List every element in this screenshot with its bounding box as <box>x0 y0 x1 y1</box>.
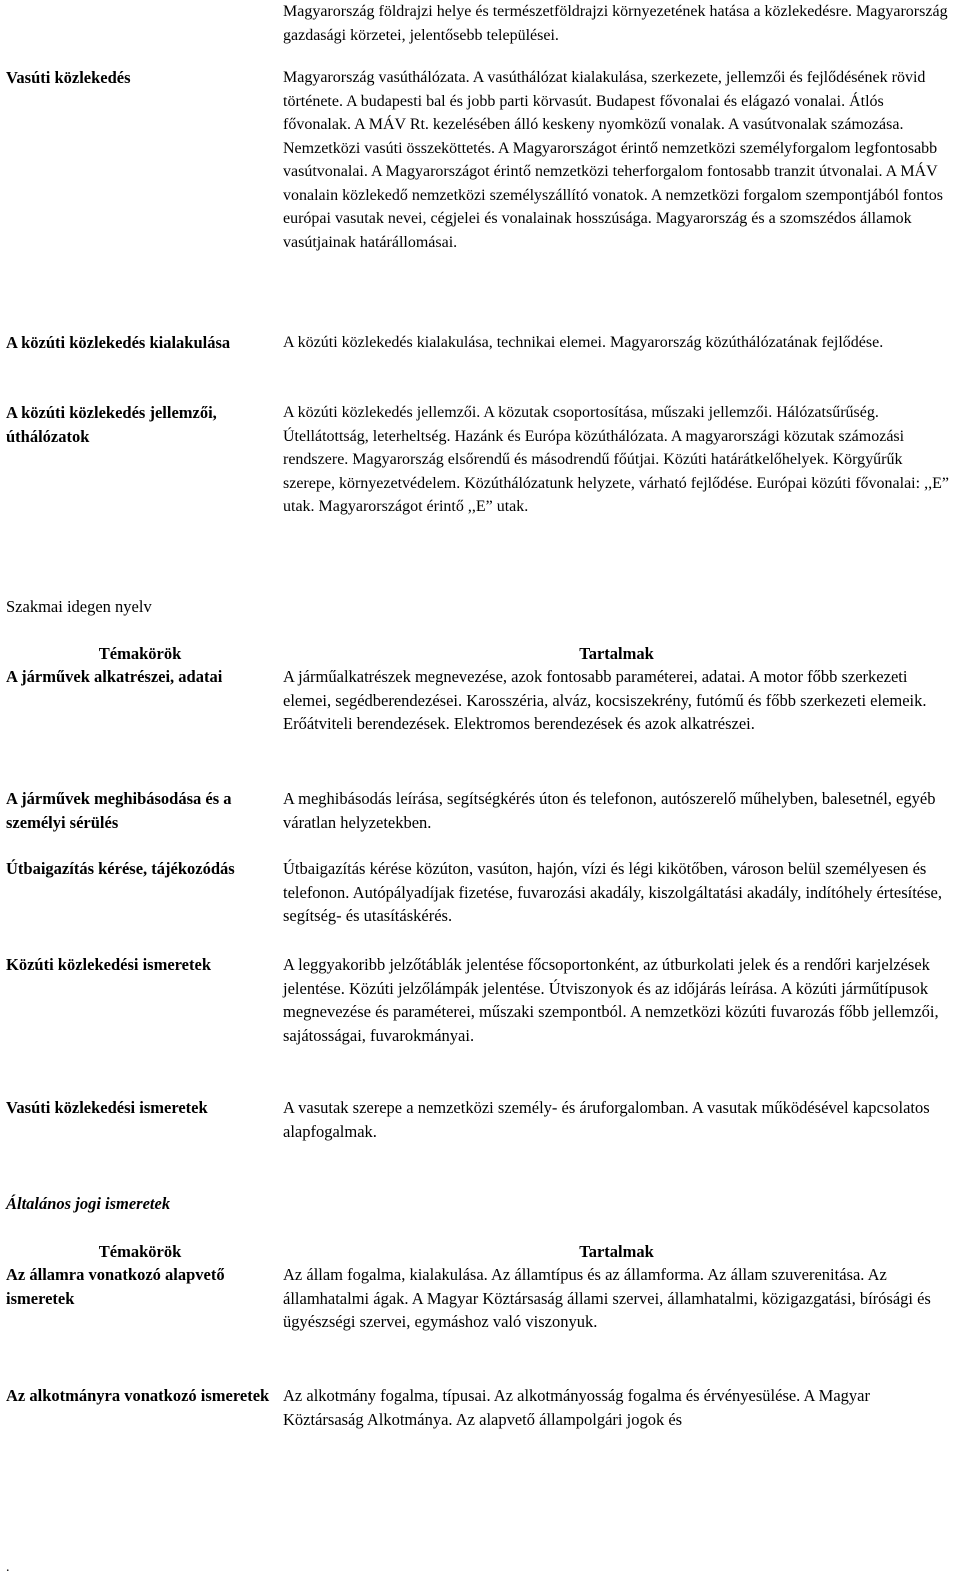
road-char-row <box>6 401 950 551</box>
rail-row <box>6 66 950 306</box>
road-origin-title: A közúti közlekedés kialakulása <box>6 333 231 352</box>
law-row-state <box>6 1263 950 1363</box>
law-row-constitution <box>6 1384 950 1434</box>
lang-row-rail <box>6 1096 950 1146</box>
footer-dot: . <box>6 1560 10 1575</box>
rail-text: Magyarország vasúthálózata. A vasúthálózat kialakulása, szerkezete, jellemzői és fejlődésének rövid története. A budapesti bal és jobb parti körvasút. Budapest fővonalai és elágazó vonalai. Átlós fővonalak. A MÁV Rt. kezelésében álló keskeny nyomközű vonalak. A vasútvonalak számozása. Nemzetközi vasúti összeköttetés. A Magyarországot érintő nemzetközi személyforgalom legfontosabb vasútvonalai. A Magyarországot érintő nemzetközi teherforgalom fontosabb tranzit útvonalai. A MÁV vonalain közlekedő nemzetközi személyszállító vonatok. A nemzetközi forgalom szempontjából fontos európai vasutak nevei, cégjelei és vonalainak hosszúsága. Magyarország és a szomszédos államok vasútjainak határállomásai. <box>283 69 943 251</box>
lang-row-content: Útbaigazítás kérése közúton, vasúton, hajón, vízi és légi kikötőben, városon belül személyesen és telefonon. Autópályadíjak fizetése, fuvarozási akadály, kiszolgáltatási akadály, indítóhely értesítése, segítség- és utasításkérés. <box>283 859 942 925</box>
lang-row-topic: Közúti közlekedési ismeretek <box>6 955 211 974</box>
lang-row-parts <box>6 665 950 765</box>
lang-section-title: Szakmai idegen nyelv <box>6 597 152 616</box>
lang-row-content: A járműalkatrészek megnevezése, azok fontosabb paraméterei, adatai. A motor főbb szerkezeti elemei, segédberendezései. Karosszéria, alváz, kocsiszekrény, futómű és főbb szerkezeti elemeik. Erőátviteli berendezések. Elektromos berendezések és azok alkatrészei. <box>283 667 927 733</box>
law-row-topic: Az alkotmányra vonatkozó ismeretek <box>6 1386 270 1405</box>
law-row-content: Az állam fogalma, kialakulása. Az államtípus és az államforma. Az állam szuverenitása. Az államhatalmi ágak. A Magyar Köztársaság állami szervei, államhatalmi, közigazgatási, bírósági és ügyészségi szervei, egymáshoz való viszonyuk. <box>283 1265 931 1331</box>
law-col-topics: Témakörök <box>98 1242 182 1261</box>
lang-row-topic: A járművek meghibásodása és a személyi sérülés <box>6 789 232 832</box>
road-char-text: A közúti közlekedés jellemzői. A közutak csoportosítása, műszaki jellemzői. Hálózatsűrűség. Útellátottság, leterheltség. Hazánk és Európa közúthálózata. A magyarországi közutak számozási rendszere. Magyarország elsőrendű és másodrendű főútjai. Közúti határátkelőhelyek. Körgyűrűk szerepe, környezetvédelem. Közúthálózatunk helyzete, várható fejlődése. Európai közúti fővonalai: ,,E” utak. Magyarországot érintő ,,E” utak. <box>283 404 949 515</box>
rail-title: Vasúti közlekedés <box>6 68 131 87</box>
law-row-topic: Az államra vonatkozó alapvető ismeretek <box>6 1265 225 1308</box>
lang-row-topic: A járművek alkatrészei, adatai <box>6 667 223 686</box>
lang-col-contents: Tartalmak <box>579 644 654 663</box>
law-section-title: Általános jogi ismeretek <box>6 1194 171 1213</box>
lang-row-road <box>6 953 950 1078</box>
lang-row-topic: Vasúti közlekedési ismeretek <box>6 1098 208 1117</box>
intro-row <box>6 0 950 50</box>
lang-col-topics: Témakörök <box>98 644 182 663</box>
law-col-contents: Tartalmak <box>579 1242 654 1261</box>
law-row-content: Az alkotmány fogalma, típusai. Az alkotmányosság fogalma és érvényesülése. A Magyar Köztársaság Alkotmánya. Az alapvető állampolgári jogok és <box>283 1386 870 1429</box>
road-origin-row <box>6 331 950 381</box>
lang-row-topic: Útbaigazítás kérése, tájékozódás <box>6 859 235 878</box>
intro-text: Magyarország földrajzi helye és természetföldrajzi környezetének hatása a közlekedésre. Magyarország gazdasági körzetei, jelentősebb települései. <box>283 3 948 44</box>
lang-row-failure <box>6 787 950 837</box>
lang-row-content: A leggyakoribb jelzőtáblák jelentése főcsoportonként, az útburkolati jelek és a rendőri karjelzések jelentése. Közúti jelzőlámpák jelentése. Útviszonyok és az időjárás leírása. A közúti járműtípusok megnevezése és paraméterei, műszaki szempontból. A nemzetközi közúti fuvarozás főbb jellemzői, sajátosságai, fuvarokmányai. <box>283 955 939 1045</box>
road-origin-text: A közúti közlekedés kialakulása, technikai elemei. Magyarország közúthálózatának fejlődése. <box>283 334 884 351</box>
lang-row-content: A meghibásodás leírása, segítségkérés úton és telefonon, autószerelő műhelyben, balesetnél, egyéb váratlan helyzetekben. <box>283 789 936 832</box>
lang-row-content: A vasutak szerepe a nemzetközi személy- és áruforgalomban. A vasutak működésével kapcsolatos alapfogalmak. <box>283 1098 930 1141</box>
road-char-title: A közúti közlekedés jellemzői, úthálózatok <box>6 403 217 446</box>
lang-row-directions <box>6 857 950 932</box>
